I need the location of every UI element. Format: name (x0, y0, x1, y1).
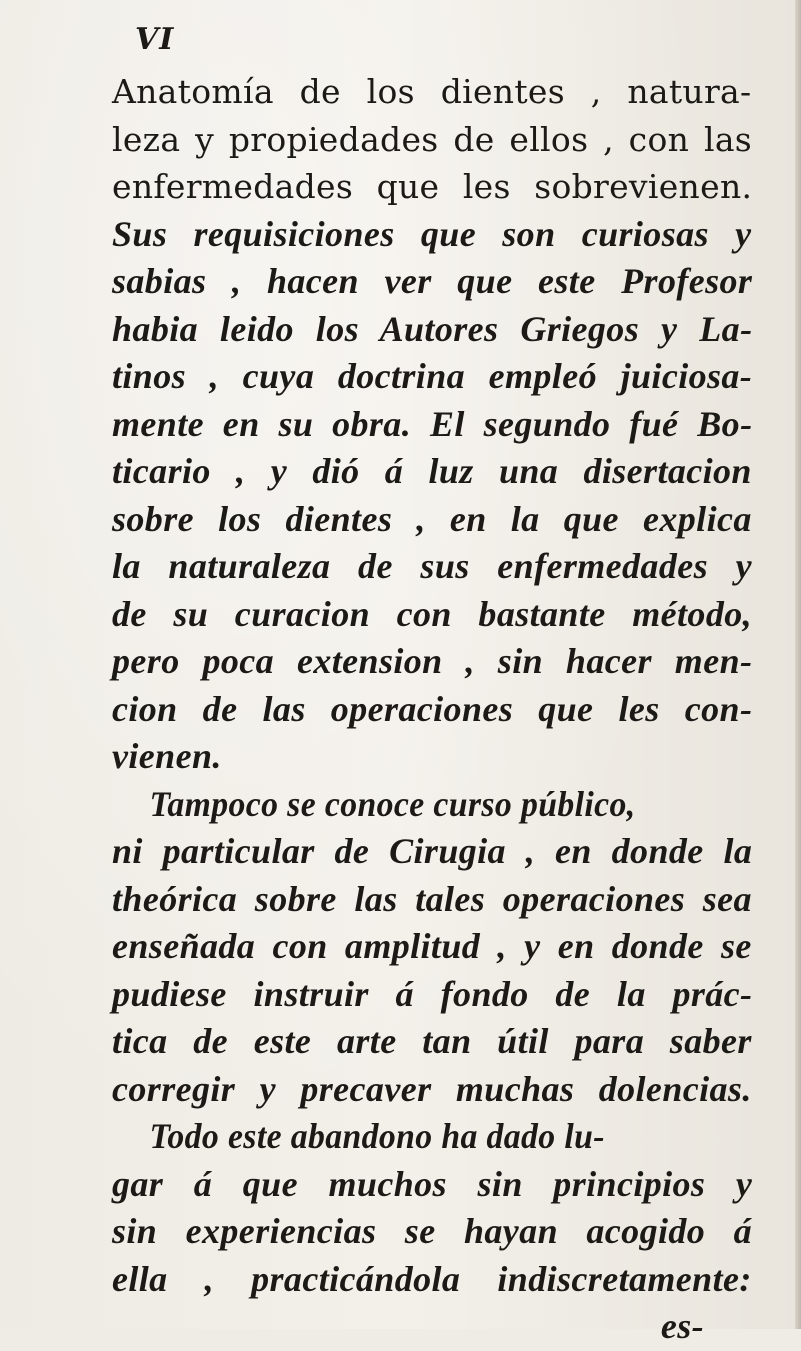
page-edge-shadow (795, 0, 801, 1329)
text-line: sabias , hacen ver que este Profesor (112, 261, 753, 301)
text-line: es- (660, 1306, 704, 1346)
text-line: habia leido los Autores Griegos y La- (112, 308, 753, 349)
text-line: Todo este abandono ha dado lu- (149, 1116, 605, 1156)
text-line: vienen. (112, 736, 222, 776)
text-line: enseñada con amplitud , y en donde se (112, 926, 752, 966)
text-line: mente en su obra. El segundo fué Bo- (112, 403, 753, 444)
text-line: sin experiencias se hayan acogido á (112, 1211, 752, 1251)
text-line: Tampoco se conoce curso público, (149, 783, 636, 824)
text-line: gar á que muchos sin principios y (112, 1163, 753, 1204)
text-line: corregir y precaver muchas dolencias. (112, 1068, 752, 1109)
text-line: ni particular de Cirugia , en donde la (112, 831, 753, 871)
text-line: Anatomía de los dientes , natura- (112, 72, 752, 111)
text-line: ticario , y dió á luz una disertacion (112, 451, 752, 491)
text-line: leza y propiedades de ellos , con las (112, 119, 753, 159)
page-number: VI (135, 22, 175, 57)
text-line: Sus requisiciones que son curiosas y (112, 213, 752, 254)
text-line: la naturaleza de sus enfermedades y (112, 546, 752, 586)
text-line: cion de las operaciones que les con- (112, 688, 753, 729)
text-line: ella , practicándola indiscretamente: (112, 1258, 752, 1299)
text-line: sobre los dientes , en la que explica (112, 498, 752, 539)
body-text (112, 68, 752, 1351)
text-line: de su curacion con bastante método, (112, 593, 753, 634)
text-line: pero poca extension , sin hacer men- (112, 641, 753, 681)
text-line: theórica sobre las tales operaciones sea (112, 878, 752, 919)
text-line: tinos , cuya doctrina empleó juiciosa- (112, 356, 753, 396)
text-line: enfermedades que les sobrevienen. (112, 167, 753, 206)
text-line: pudiese instruir á fondo de la prác- (112, 973, 753, 1014)
text-line: tica de este arte tan útil para saber (112, 1021, 752, 1061)
